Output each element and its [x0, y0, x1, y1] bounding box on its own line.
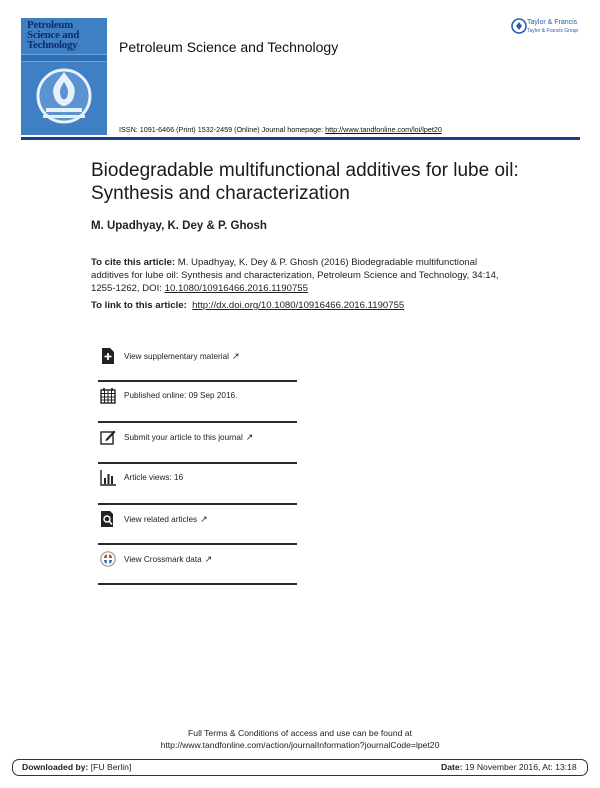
issn-text: ISSN: 1091-6466 (Print) 1532-2459 (Online) Journal homepage:	[119, 125, 326, 134]
journal-cover-image	[21, 18, 107, 135]
article-views-item	[98, 462, 297, 502]
publisher-group: Taylor & Francis Group	[527, 28, 579, 34]
cite-label: To cite this article:	[91, 257, 176, 268]
action-label: Article views: 16	[124, 473, 184, 482]
external-link-icon: ↗	[204, 554, 213, 564]
article-url-link[interactable]: http://dx.doi.org/10.1080/10916466.2016.1190755	[192, 300, 405, 311]
doi-link[interactable]: 10.1080/10916466.2016.1190755	[164, 283, 308, 294]
cover-title-line: Technology	[27, 39, 78, 51]
downloaded-by	[22, 762, 131, 772]
action-label: View Crossmark data	[124, 555, 202, 564]
action-label: View supplementary material	[124, 352, 229, 361]
publisher-name: Taylor & Francis	[527, 19, 578, 26]
calendar-icon	[100, 388, 116, 404]
action-label: Submit your article to this journal	[124, 433, 243, 442]
issn-line	[119, 125, 442, 134]
publisher-logo-text	[527, 19, 578, 35]
cover-title	[27, 20, 79, 50]
article-authors: M. Upadhyay, K. Dey & P. Ghosh	[91, 220, 267, 232]
cover-title-line: Science and	[27, 29, 80, 41]
plus-document-icon	[100, 348, 116, 364]
citation-block	[91, 256, 501, 295]
flame-logo-icon	[21, 60, 107, 135]
article-link-line	[91, 300, 404, 311]
published-online-item	[98, 380, 297, 420]
bar-chart-icon	[100, 470, 116, 486]
submit-article-item[interactable]	[98, 421, 297, 461]
related-articles-item[interactable]	[98, 503, 297, 543]
downloaded-by-value: [FU Berlin]	[88, 762, 132, 772]
external-link-icon: ↗	[231, 351, 240, 361]
supplementary-material-item[interactable]	[98, 340, 297, 380]
action-label: View related articles	[124, 515, 198, 524]
crossmark-item[interactable]	[98, 543, 297, 583]
downloaded-by-label: Downloaded by:	[22, 762, 89, 772]
journal-name: Petroleum Science and Technology	[119, 39, 339, 55]
external-link-icon: ↗	[245, 432, 254, 442]
journal-homepage-link[interactable]: http://www.tandfonline.com/loi/lpet20	[325, 125, 442, 134]
terms-url[interactable]: http://www.tandfonline.com/action/journalInformation?journalCode=lpet20	[160, 740, 440, 750]
download-date	[441, 762, 577, 772]
link-label: To link to this article:	[91, 300, 187, 311]
terms-line: Full Terms & Conditions of access and use can be found at	[188, 728, 412, 738]
edit-icon	[100, 429, 116, 445]
terms-block	[0, 727, 600, 751]
action-divider	[98, 583, 297, 585]
cover-title-line: Petroleum	[27, 19, 73, 31]
date-label: Date:	[441, 762, 463, 772]
article-title: Biodegradable multifunctional additives for lube oil: Synthesis and characterization	[91, 160, 519, 204]
external-link-icon: ↗	[200, 514, 208, 524]
crossmark-icon	[100, 551, 116, 567]
action-label: Published online: 09 Sep 2016.	[124, 391, 238, 400]
header-divider	[21, 137, 580, 140]
date-value: 19 November 2016, At: 13:18	[462, 762, 577, 772]
cite-text: M. Upadhyay, K. Dey & P. Ghosh (2016) Biodegradable multifunctional additives for lube oil: Synthesis and characterization, Petroleum Science and Technology, 34:14, 1255-1262, DOI:	[91, 257, 499, 294]
search-document-icon	[100, 511, 116, 527]
